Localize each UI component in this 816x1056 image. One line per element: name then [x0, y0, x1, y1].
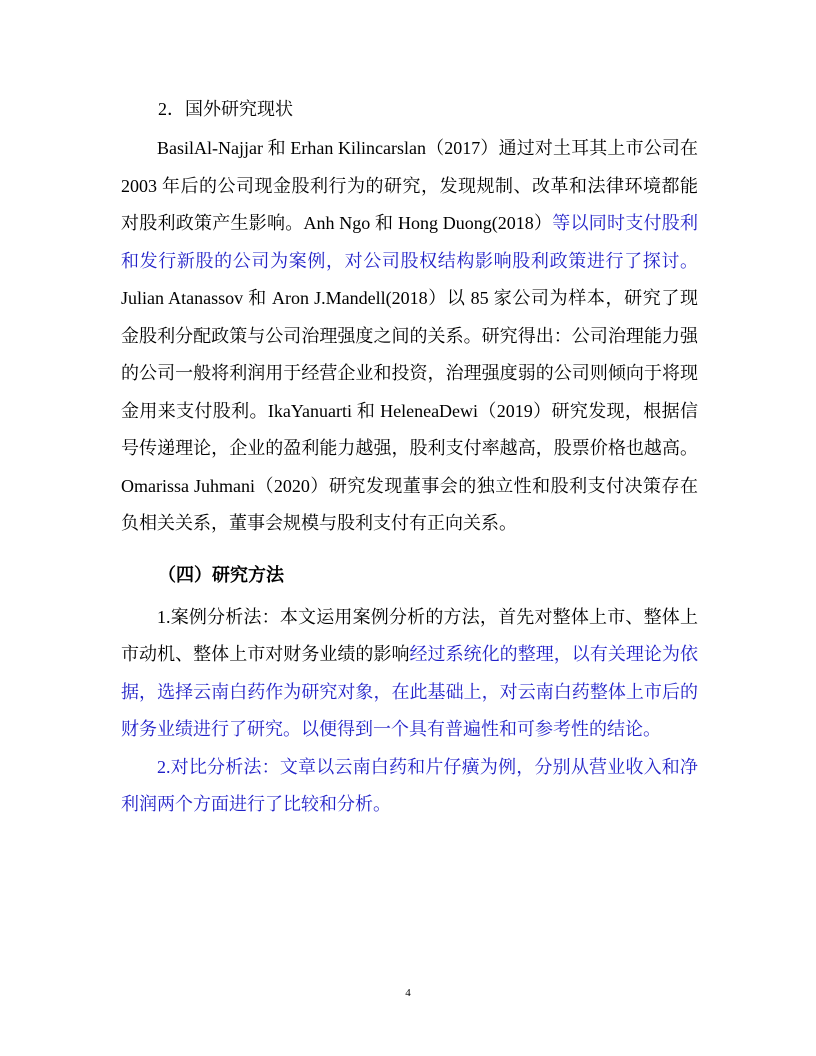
page-number: 4 [405, 987, 411, 999]
paragraph-text-segment-highlighted: 等以同时支付股利和发行新股的公司为案例，对公司股权结构影响股利政策进行了探讨。 [121, 213, 698, 271]
paragraph-text-segment: BasilAl-Najjar 和 Erhan Kilincarslan（2017）通过对土耳其上市公司在 2003 年后的公司现金股利行为的研究，发现规制、改革和法律环境都能对股利政策产生影响。Anh Ngo 和 Hong Duong(2018） [121, 138, 698, 233]
paragraph-text-segment: 1.案例分析法：本文运用案例分析的方法，首先对整体上市、整体上市动机、整体上市对财务业绩的影响 [121, 606, 698, 664]
paragraph-case-analysis [121, 599, 698, 749]
paragraph-comparative-analysis [121, 749, 698, 824]
document-page [121, 90, 698, 824]
section-heading-research-methods: （四）研究方法 [158, 564, 284, 585]
subheading-foreign-research: 2．国外研究现状 [158, 99, 293, 119]
paragraph-foreign-research [121, 130, 698, 543]
paragraph-text-segment-highlighted: 2.对比分析法：文章以云南白药和片仔癀为例，分别从营业收入和净利润两个方面进行了比较和分析。 [121, 756, 698, 814]
paragraph-text-segment-highlighted: 经过系统化的整理，以有关理论为依据，选择云南白药作为研究对象，在此基础上，对云南白药整体上市后的财务业绩进行了研究。以便得到一个具有普遍性和可参考性的结论。 [121, 644, 698, 739]
paragraph-text-segment: Julian Atanassov 和 Aron J.Mandell(2018）以 85 家公司为样本，研究了现金股利分配政策与公司治理强度之间的关系。研究得出：公司治理能力强的公司一般将利润用于经营企业和投资，治理强度弱的公司则倾向于将现金用来支付股利。IkaYanuarti 和 HeleneaDewi（2019）研究发现，根据信号传递理论，企业的盈利能力越强，股利支付率越高，股票价格也越高。Omarissa Juhmani（2020）研究发现董事会的独立性和股利支付决策存在负相关关系，董事会规模与股利支付有正向关系。 [121, 288, 698, 533]
